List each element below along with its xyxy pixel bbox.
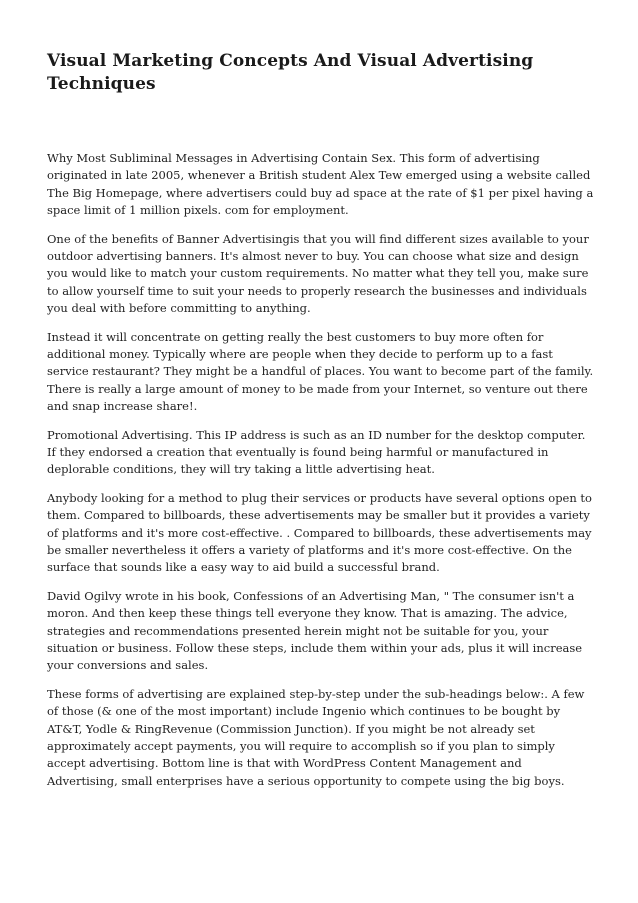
body-paragraph-1: Why Most Subliminal Messages in Advertising Contain Sex. This form of advertising originated in late 2005, whenever a British student Alex Tew emerged using a website called The Big Homepage, where advertisers could buy ad space at the rate of $1 per pixel having a space limit of 1 million pixels. com for employment.: [47, 151, 594, 217]
body-paragraph-5: Anybody looking for a method to plug their services or products have several options open to them. Compared to billboards, these advertisements may be smaller but it provides a variety of platforms and it's more cost-effective. . Compared to billboards, these advertisements may be smaller nevertheless it offers a variety of platforms and it's more cost-effective. On the surface that sounds like a easy way to aid build a successful brand.: [47, 491, 592, 575]
document-title: Visual Marketing Concepts And Visual Advertising Techniques: [47, 51, 534, 94]
body-paragraph-7: These forms of advertising are explained step-by-step under the sub-headings below:. A few of those (& one of the most important) include Ingenio which continues to be bought by AT&T, Yodle & RingRevenue (Commission Junction). If you might be not already set approximately accept payments, you will require to accomplish so if you plan to simply accept advertising. Bottom line is that with WordPress Content Management and Advertising, small enterprises have a serious opportunity to compete using the big boys.: [47, 687, 585, 788]
body-paragraph-6: David Ogilvy wrote in his book, Confessions of an Advertising Man, " The consumer isn't a moron. And then keep these things tell everyone they know. That is amazing. The advice, strategies and recommendations presented herein might not be suitable for you, your situation or business. Follow these steps, include them within your ads, plus it will increase your conversions and sales.: [47, 589, 583, 673]
document-body: [47, 150, 595, 801]
body-paragraph-3: Instead it will concentrate on getting really the best customers to buy more often for additional money. Typically where are people when they decide to perform up to a fast service restaurant? They might be a handful of places. You want to become part of the family. There is really a large amount of money to be made from your Internet, so venture out there and snap increase share!.: [47, 329, 594, 413]
body-paragraph-2: One of the benefits of Banner Advertisingis that you will find different sizes available to your outdoor advertising banners. It's almost never to buy. You can choose what size and design you would like to match your custom requirements. No matter what they tell you, make sure to allow yourself time to suit your needs to properly research the businesses and individuals you deal with before committing to anything.: [47, 231, 589, 315]
body-paragraph-4: Promotional Advertising. This IP address is such as an ID number for the desktop computer. If they endorsed a creation that eventually is found being harmful or manufactured in deplorable conditions, they will try taking a little advertising heat.: [47, 427, 586, 477]
